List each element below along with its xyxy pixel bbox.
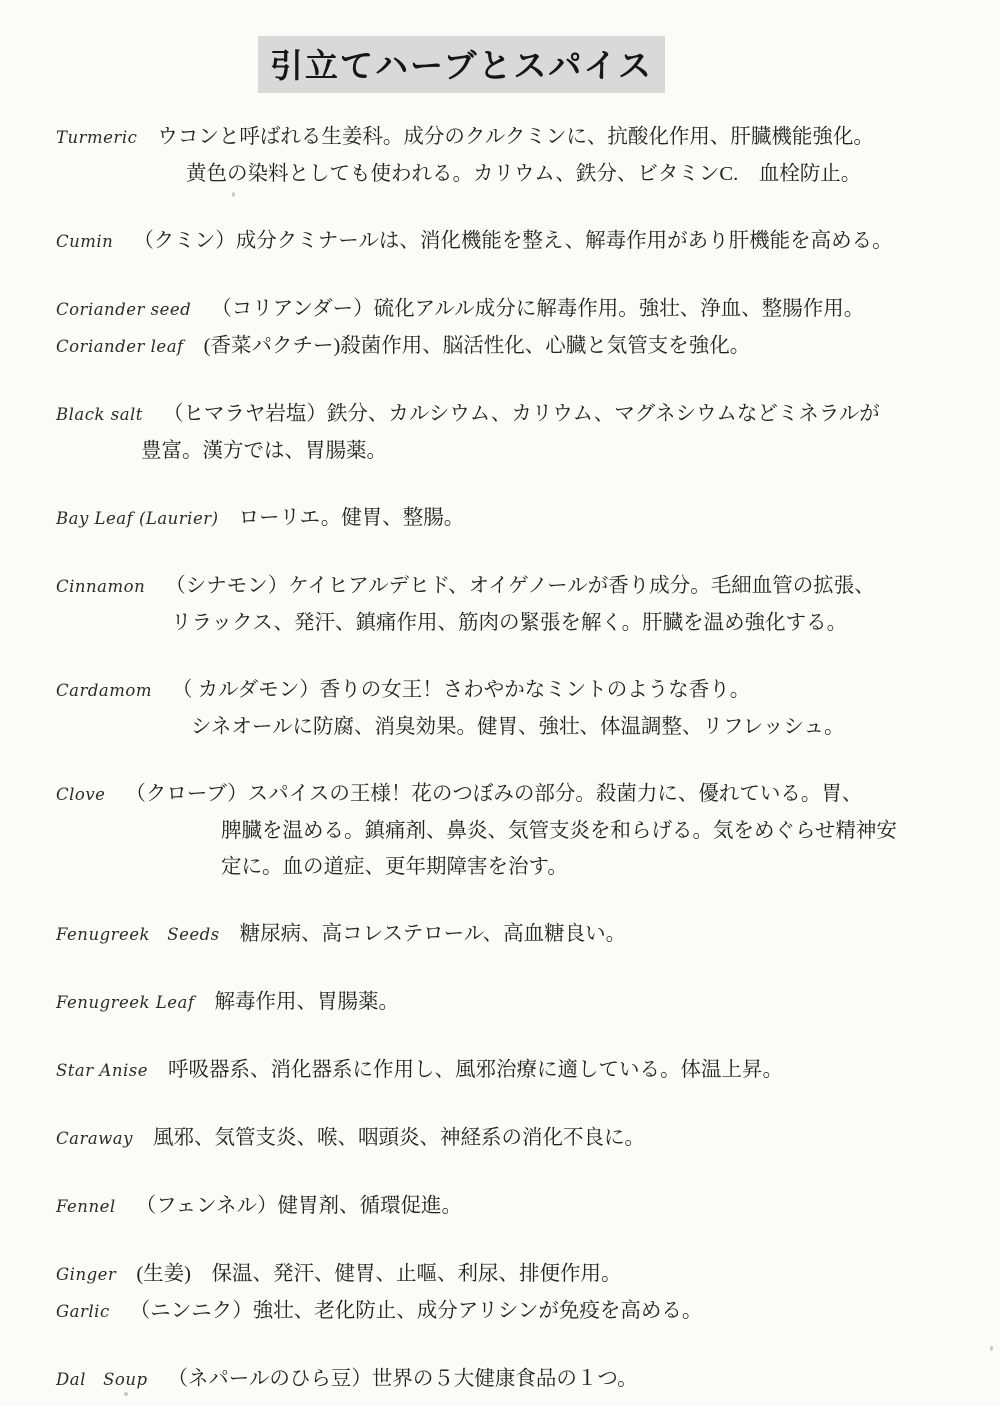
spice-description: 解毒作用、胃腸薬。 [214, 991, 399, 1013]
spice-entry-ginger [56, 1256, 960, 1293]
spice-description: （クローブ）スパイスの王様！花のつぼみの部分。殺菌力に、優れている。胃、 [125, 783, 863, 805]
spice-description: （シナモン）ケイヒアルデヒド、オイゲノールが香り成分。毛細血管の拡張、 [165, 575, 875, 597]
entry-line [56, 916, 960, 953]
spice-name-label: Star Anise [56, 1061, 148, 1080]
entry-line [171, 605, 960, 641]
spice-description: リラックス、発汗、鎮痛作用、筋肉の緊張を解く。肝臓を温め強化する。 [171, 612, 848, 634]
spice-entry-caraway [56, 1120, 960, 1157]
entry-line [56, 119, 960, 156]
spice-description: 定に。血の道症、更年期障害を治す。 [221, 856, 568, 878]
spice-entry-cumin [56, 223, 960, 260]
spice-description: （ カルダモン）香りの女王！さわやかなミントのような香り。 [171, 679, 751, 701]
spice-entry-fennel [56, 1188, 960, 1225]
spice-description: （ヒマラヤ岩塩）鉄分、カルシウム、カリウム、マグネシウムなどミネラルが [162, 403, 880, 425]
spice-name-label: Cumin [56, 232, 114, 251]
spice-name-label: Fenugreek Leaf [56, 993, 195, 1012]
scan-speck [990, 1346, 993, 1351]
spice-entry-star-anise [56, 1052, 960, 1089]
entry-line [56, 396, 960, 433]
entry-line [56, 1188, 960, 1225]
scan-speck [124, 1392, 128, 1396]
entry-line [56, 328, 960, 365]
spice-name-label: Black salt [56, 405, 143, 424]
entry-line [56, 1293, 960, 1330]
spice-name-label: Dal Soup [56, 1370, 148, 1389]
spice-entry-black-salt [56, 396, 960, 469]
spice-entry-cinnamon [56, 568, 960, 641]
spice-entry-fenugreek-seeds [56, 916, 960, 953]
spice-entry-garlic [56, 1293, 960, 1330]
spice-name-label: Cinnamon [56, 577, 146, 596]
spice-name-label: Cardamom [56, 681, 152, 700]
page-title: 引立てハーブとスパイス [258, 36, 665, 93]
spice-entry-bay-leaf [56, 500, 960, 537]
spice-entry-turmeric [56, 119, 960, 192]
entry-line [56, 1052, 960, 1089]
entry-line [56, 1256, 960, 1293]
spice-description: (香菜パクチー)殺菌作用、脳活性化、心臓と気管支を強化。 [203, 335, 751, 357]
spice-description: (生姜) 保温、発汗、健胃、止嘔、利尿、排便作用。 [136, 1263, 622, 1285]
spice-name-label: Coriander seed [56, 300, 192, 319]
spice-entry-clove [56, 776, 960, 885]
spice-description: （コリアンダー）硫化アルル成分に解毒作用。強壮、浄血、整腸作用。 [211, 298, 865, 320]
spice-entry-dal-soup [56, 1361, 960, 1398]
spice-description: （ニンニク）強壮、老化防止、成分アリシンが免疫を高める。 [129, 1300, 703, 1322]
spice-description: シネオールに防腐、消臭効果。健胃、強壮、体温調整、リフレッシュ。 [191, 716, 845, 738]
spice-entry-coriander-seed [56, 291, 960, 328]
spice-name-label: Turmeric [56, 128, 138, 147]
scan-speck [232, 192, 235, 197]
entry-line [56, 984, 960, 1021]
entry-line [56, 1361, 960, 1398]
spice-description: 呼吸器系、消化器系に作用し、風邪治療に適している。体温上昇。 [167, 1059, 783, 1081]
entry-line [141, 433, 960, 469]
entry-line [56, 672, 960, 709]
spice-description: （フェンネル）健胃剤、循環促進。 [135, 1195, 462, 1217]
entry-line [56, 568, 960, 605]
entry-line [56, 223, 960, 260]
spice-name-label: Fenugreek Seeds [56, 925, 220, 944]
spice-entry-cardamom [56, 672, 960, 745]
spice-description: 糖尿病、高コレステロール、高血糖良い。 [239, 923, 627, 945]
spice-name-label: Ginger [56, 1265, 117, 1284]
spice-description: （クミン）成分クミナールは、消化機能を整え、解毒作用があり肝機能を高める。 [133, 230, 893, 252]
spice-name-label: Bay Leaf (Laurier) [56, 509, 219, 528]
spice-description: 豊富。漢方では、胃腸薬。 [141, 440, 387, 462]
spice-name-label: Clove [56, 785, 106, 804]
entry-line [191, 709, 960, 745]
spice-description: 脾臓を温める。鎮痛剤、鼻炎、気管支炎を和らげる。気をめぐらせ精神安 [221, 820, 897, 842]
spice-description: 風邪、気管支炎、喉、咽頭炎、神経系の消化不良に。 [152, 1127, 645, 1149]
entry-line [56, 776, 960, 813]
entry-line [221, 849, 960, 885]
spice-description: ローリエ。健胃、整腸。 [238, 507, 465, 529]
spice-description: （ネパールのひら豆）世界の５大健康食品の１つ。 [167, 1368, 638, 1390]
entry-line [56, 1120, 960, 1157]
entry-line [221, 813, 960, 849]
entry-line [56, 500, 960, 537]
entry-line [56, 291, 960, 328]
spice-name-label: Garlic [56, 1302, 110, 1321]
spice-description: ウコンと呼ばれる生姜科。成分のクルクミンに、抗酸化作用、肝臓機能強化。 [157, 126, 874, 148]
spice-name-label: Coriander leaf [56, 337, 184, 356]
title-row [258, 36, 960, 93]
spice-name-label: Fennel [56, 1197, 116, 1216]
spice-description: 黄色の染料としても使われる。カリウム、鉄分、ビタミンC. 血栓防止。 [186, 163, 862, 185]
entry-line [186, 156, 960, 192]
spice-entry-fenugreek-leaf [56, 984, 960, 1021]
spice-entry-coriander-leaf [56, 328, 960, 365]
spice-name-label: Caraway [56, 1129, 133, 1148]
